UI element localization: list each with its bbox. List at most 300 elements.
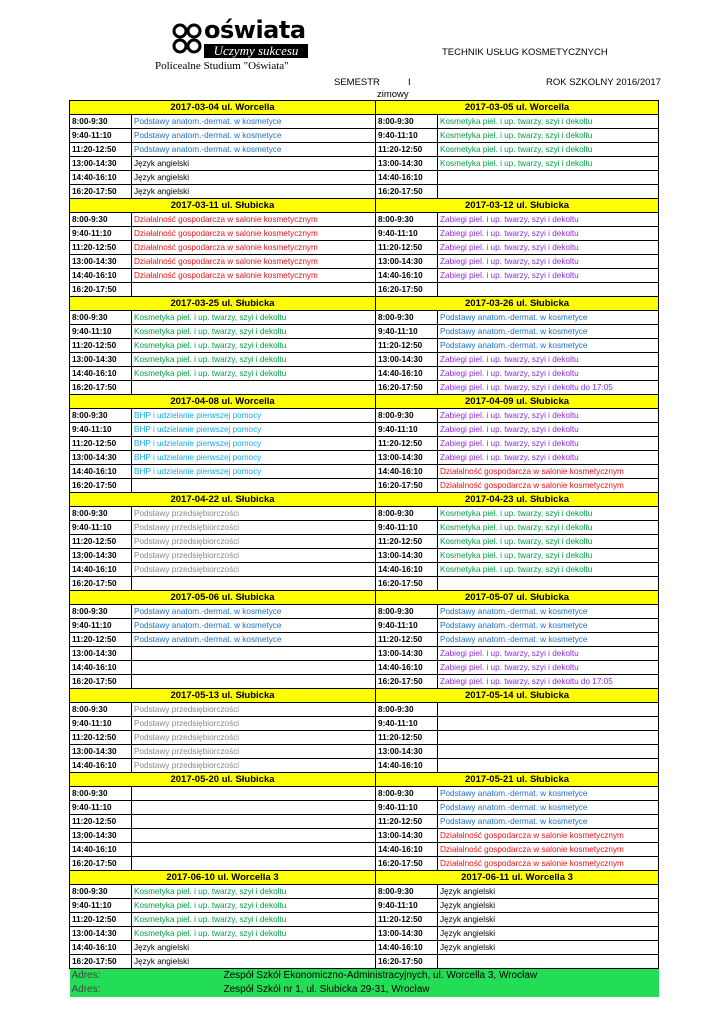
schedule-row: [70, 339, 659, 353]
day-header-left: 2017-04-22 ul. Słubicka: [70, 493, 376, 507]
subject-right: Kosmetyka piel. i up. twarzy, szyi i dekoltu: [438, 157, 659, 171]
semester-value: I: [408, 77, 411, 88]
subject-left: [132, 787, 376, 801]
time-slot-right: 9:40-11:10: [376, 619, 438, 633]
subject-right: Zabiegi piel. i up. twarzy, szyi i dekoltu: [438, 353, 659, 367]
time-slot-left: 16:20-17:50: [70, 577, 132, 591]
schedule-row: [70, 423, 659, 437]
time-slot-left: 11:20-12:50: [70, 241, 132, 255]
subject-left: Podstawy przedsiębiorczości: [132, 759, 376, 773]
schedule-row: [70, 535, 659, 549]
time-slot-right: 11:20-12:50: [376, 535, 438, 549]
date-row: [70, 871, 659, 885]
subject-left: Podstawy przedsiębiorczości: [132, 731, 376, 745]
time-slot-right: 14:40-16:10: [376, 843, 438, 857]
subject-right: [438, 577, 659, 591]
day-header-right: 2017-05-14 ul. Słubicka: [376, 689, 659, 703]
subject-left: [132, 647, 376, 661]
time-slot-left: 8:00-9:30: [70, 703, 132, 717]
schedule-row: [70, 143, 659, 157]
time-slot-left: 14:40-16:10: [70, 465, 132, 479]
day-header-right: 2017-05-21 ul. Słubicka: [376, 773, 659, 787]
time-slot-right: 9:40-11:10: [376, 521, 438, 535]
schedule-table: [69, 100, 659, 997]
subject-right: Kosmetyka piel. i up. twarzy, szyi i dekoltu: [438, 115, 659, 129]
time-slot-right: 13:00-14:30: [376, 745, 438, 759]
time-slot-left: 13:00-14:30: [70, 927, 132, 941]
subject-right: Działalność gospodarcza w salonie kosmetycznym: [438, 829, 659, 843]
time-slot-right: 13:00-14:30: [376, 647, 438, 661]
subject-left: Podstawy przedsiębiorczości: [132, 717, 376, 731]
schedule-row: [70, 619, 659, 633]
schedule-row: [70, 633, 659, 647]
day-header-right: 2017-03-05 ul. Worcella: [376, 101, 659, 115]
date-row: [70, 395, 659, 409]
time-slot-left: 13:00-14:30: [70, 255, 132, 269]
subject-right: Zabiegi piel. i up. twarzy, szyi i dekoltu do 17:05: [438, 381, 659, 395]
schedule-row: [70, 255, 659, 269]
subject-right: Działalność gospodarcza w salonie kosmetycznym: [438, 479, 659, 493]
time-slot-right: 9:40-11:10: [376, 801, 438, 815]
subject-right: Zabiegi piel. i up. twarzy, szyi i dekoltu: [438, 647, 659, 661]
date-row: [70, 493, 659, 507]
subject-right: Działalność gospodarcza w salonie kosmetycznym: [438, 465, 659, 479]
address-text: Zespół Szkół Ekonomiczno-Administracyjnych, ul. Worcella 3, Wrocław: [132, 969, 659, 984]
time-slot-left: 16:20-17:50: [70, 479, 132, 493]
schedule-row: [70, 129, 659, 143]
subject-right: Podstawy anatom.-dermat. w kosmetyce: [438, 325, 659, 339]
date-row: [70, 591, 659, 605]
subject-left: [132, 283, 376, 297]
subject-right: Zabiegi piel. i up. twarzy, szyi i dekoltu: [438, 409, 659, 423]
time-slot-left: 8:00-9:30: [70, 409, 132, 423]
subject-left: Podstawy anatom.-dermat. w kosmetyce: [132, 619, 376, 633]
time-slot-left: 11:20-12:50: [70, 815, 132, 829]
schedule-row: [70, 675, 659, 689]
schedule-row: [70, 465, 659, 479]
semester-type: zimowy: [377, 89, 409, 100]
subject-right: Podstawy anatom.-dermat. w kosmetyce: [438, 801, 659, 815]
time-slot-left: 14:40-16:10: [70, 759, 132, 773]
subject-right: Podstawy anatom.-dermat. w kosmetyce: [438, 787, 659, 801]
time-slot-right: 8:00-9:30: [376, 703, 438, 717]
schedule-row: [70, 787, 659, 801]
schedule-row: [70, 521, 659, 535]
time-slot-left: 8:00-9:30: [70, 115, 132, 129]
subject-right: Język angielski: [438, 941, 659, 955]
day-header-right: 2017-04-23 ul. Słubicka: [376, 493, 659, 507]
subject-right: Podstawy anatom.-dermat. w kosmetyce: [438, 633, 659, 647]
date-row: [70, 773, 659, 787]
schedule-row: [70, 437, 659, 451]
time-slot-right: 11:20-12:50: [376, 339, 438, 353]
subject-left: Kosmetyka piel. i up. twarzy, szyi i dekoltu: [132, 899, 376, 913]
subject-right: Zabiegi piel. i up. twarzy, szyi i dekoltu: [438, 241, 659, 255]
subject-left: Kosmetyka piel. i up. twarzy, szyi i dekoltu: [132, 913, 376, 927]
subject-right: Podstawy anatom.-dermat. w kosmetyce: [438, 339, 659, 353]
schedule-row: [70, 353, 659, 367]
time-slot-right: 11:20-12:50: [376, 633, 438, 647]
time-slot-left: 9:40-11:10: [70, 717, 132, 731]
subject-right: Zabiegi piel. i up. twarzy, szyi i dekoltu: [438, 367, 659, 381]
time-slot-right: 9:40-11:10: [376, 129, 438, 143]
time-slot-left: 11:20-12:50: [70, 437, 132, 451]
subject-left: Kosmetyka piel. i up. twarzy, szyi i dekoltu: [132, 339, 376, 353]
time-slot-left: 14:40-16:10: [70, 661, 132, 675]
time-slot-left: 9:40-11:10: [70, 619, 132, 633]
school-name: Policealne Studium "Oświata": [155, 60, 289, 72]
time-slot-right: 14:40-16:10: [376, 563, 438, 577]
subject-right: [438, 759, 659, 773]
subject-left: [132, 661, 376, 675]
time-slot-left: 13:00-14:30: [70, 157, 132, 171]
subject-right: [438, 731, 659, 745]
schedule-row: [70, 367, 659, 381]
subject-right: Zabiegi piel. i up. twarzy, szyi i dekoltu: [438, 423, 659, 437]
subject-right: Zabiegi piel. i up. twarzy, szyi i dekoltu: [438, 451, 659, 465]
subject-left: BHP i udzielanie pierwszej pomocy: [132, 451, 376, 465]
day-header-left: 2017-03-11 ul. Słubicka: [70, 199, 376, 213]
schedule-row: [70, 549, 659, 563]
time-slot-left: 11:20-12:50: [70, 913, 132, 927]
time-slot-left: 8:00-9:30: [70, 311, 132, 325]
subject-left: BHP i udzielanie pierwszej pomocy: [132, 409, 376, 423]
schedule-row: [70, 843, 659, 857]
time-slot-right: 8:00-9:30: [376, 115, 438, 129]
subject-right: Kosmetyka piel. i up. twarzy, szyi i dekoltu: [438, 549, 659, 563]
time-slot-left: 8:00-9:30: [70, 787, 132, 801]
schedule-row: [70, 563, 659, 577]
day-header-left: 2017-04-08 ul. Worcella: [70, 395, 376, 409]
subject-right: [438, 745, 659, 759]
time-slot-left: 13:00-14:30: [70, 745, 132, 759]
schedule-row: [70, 451, 659, 465]
time-slot-right: 16:20-17:50: [376, 857, 438, 871]
address-row: [70, 983, 659, 997]
subject-right: [438, 283, 659, 297]
schedule-row: [70, 185, 659, 199]
schedule-row: [70, 409, 659, 423]
subject-left: Podstawy przedsiębiorczości: [132, 703, 376, 717]
subject-left: Podstawy anatom.-dermat. w kosmetyce: [132, 143, 376, 157]
subject-left: Język angielski: [132, 185, 376, 199]
time-slot-left: 9:40-11:10: [70, 129, 132, 143]
time-slot-right: 9:40-11:10: [376, 227, 438, 241]
subject-right: Kosmetyka piel. i up. twarzy, szyi i dekoltu: [438, 507, 659, 521]
subject-left: Podstawy anatom.-dermat. w kosmetyce: [132, 115, 376, 129]
subject-left: Działalność gospodarcza w salonie kosmetycznym: [132, 269, 376, 283]
schedule-row: [70, 171, 659, 185]
schedule-row: [70, 269, 659, 283]
time-slot-right: 13:00-14:30: [376, 927, 438, 941]
subject-left: [132, 479, 376, 493]
schedule-row: [70, 213, 659, 227]
school-logo: [170, 18, 305, 60]
subject-left: [132, 675, 376, 689]
subject-right: [438, 717, 659, 731]
subject-left: Działalność gospodarcza w salonie kosmetycznym: [132, 255, 376, 269]
time-slot-right: 16:20-17:50: [376, 955, 438, 969]
time-slot-right: 9:40-11:10: [376, 325, 438, 339]
subject-right: Język angielski: [438, 885, 659, 899]
time-slot-left: 14:40-16:10: [70, 843, 132, 857]
schedule-row: [70, 815, 659, 829]
time-slot-left: 14:40-16:10: [70, 563, 132, 577]
schedule-row: [70, 507, 659, 521]
schedule-row: [70, 241, 659, 255]
time-slot-right: 11:20-12:50: [376, 731, 438, 745]
time-slot-right: 9:40-11:10: [376, 899, 438, 913]
subject-left: [132, 577, 376, 591]
day-header-right: 2017-06-11 ul. Worcella 3: [376, 871, 659, 885]
time-slot-left: 11:20-12:50: [70, 143, 132, 157]
subject-left: Kosmetyka piel. i up. twarzy, szyi i dekoltu: [132, 885, 376, 899]
semester-label: SEMESTR: [334, 77, 380, 88]
schedule-row: [70, 717, 659, 731]
time-slot-left: 13:00-14:30: [70, 549, 132, 563]
time-slot-right: 13:00-14:30: [376, 353, 438, 367]
time-slot-left: 16:20-17:50: [70, 857, 132, 871]
subject-right: Kosmetyka piel. i up. twarzy, szyi i dekoltu: [438, 563, 659, 577]
date-row: [70, 689, 659, 703]
schedule-row: [70, 647, 659, 661]
subject-right: [438, 703, 659, 717]
time-slot-right: 14:40-16:10: [376, 465, 438, 479]
logo-tagline: Uczymy sukcesu: [204, 44, 308, 58]
time-slot-right: 11:20-12:50: [376, 815, 438, 829]
time-slot-left: 8:00-9:30: [70, 605, 132, 619]
time-slot-left: 14:40-16:10: [70, 367, 132, 381]
program-title: TECHNIK USŁUG KOSMETYCZNYCH: [442, 47, 608, 58]
time-slot-left: 9:40-11:10: [70, 423, 132, 437]
subject-left: Język angielski: [132, 157, 376, 171]
schedule-row: [70, 703, 659, 717]
time-slot-left: 13:00-14:30: [70, 353, 132, 367]
subject-left: Działalność gospodarcza w salonie kosmetycznym: [132, 227, 376, 241]
time-slot-left: 9:40-11:10: [70, 325, 132, 339]
time-slot-right: 11:20-12:50: [376, 143, 438, 157]
day-header-left: 2017-05-13 ul. Słubicka: [70, 689, 376, 703]
time-slot-left: 11:20-12:50: [70, 633, 132, 647]
time-slot-right: 14:40-16:10: [376, 367, 438, 381]
subject-left: [132, 801, 376, 815]
subject-right: Język angielski: [438, 899, 659, 913]
time-slot-right: 11:20-12:50: [376, 241, 438, 255]
school-year: ROK SZKOLNY 2016/2017: [546, 77, 661, 88]
time-slot-left: 16:20-17:50: [70, 955, 132, 969]
time-slot-right: 9:40-11:10: [376, 423, 438, 437]
subject-right: Język angielski: [438, 913, 659, 927]
schedule-row: [70, 731, 659, 745]
schedule-row: [70, 115, 659, 129]
time-slot-right: 16:20-17:50: [376, 381, 438, 395]
subject-right: Podstawy anatom.-dermat. w kosmetyce: [438, 311, 659, 325]
time-slot-right: 11:20-12:50: [376, 913, 438, 927]
subject-left: Język angielski: [132, 171, 376, 185]
subject-right: Zabiegi piel. i up. twarzy, szyi i dekoltu: [438, 437, 659, 451]
date-row: [70, 199, 659, 213]
time-slot-left: 16:20-17:50: [70, 381, 132, 395]
subject-left: Działalność gospodarcza w salonie kosmetycznym: [132, 213, 376, 227]
subject-right: [438, 185, 659, 199]
time-slot-left: 8:00-9:30: [70, 507, 132, 521]
time-slot-left: 13:00-14:30: [70, 829, 132, 843]
day-header-left: 2017-03-25 ul. Słubicka: [70, 297, 376, 311]
subject-left: Język angielski: [132, 941, 376, 955]
time-slot-right: 8:00-9:30: [376, 409, 438, 423]
subject-left: BHP i udzielanie pierwszej pomocy: [132, 437, 376, 451]
time-slot-right: 14:40-16:10: [376, 941, 438, 955]
schedule-row: [70, 759, 659, 773]
schedule-body: [70, 101, 659, 998]
day-header-right: 2017-03-26 ul. Słubicka: [376, 297, 659, 311]
subject-right: Język angielski: [438, 927, 659, 941]
schedule-row: [70, 605, 659, 619]
subject-left: Podstawy przedsiębiorczości: [132, 535, 376, 549]
day-header-right: 2017-03-12 ul. Słubicka: [376, 199, 659, 213]
time-slot-right: 11:20-12:50: [376, 437, 438, 451]
subject-right: Kosmetyka piel. i up. twarzy, szyi i dekoltu: [438, 129, 659, 143]
time-slot-left: 14:40-16:10: [70, 941, 132, 955]
time-slot-right: 13:00-14:30: [376, 451, 438, 465]
subject-right: Zabiegi piel. i up. twarzy, szyi i dekoltu do 17:05: [438, 675, 659, 689]
time-slot-left: 16:20-17:50: [70, 283, 132, 297]
schedule-row: [70, 577, 659, 591]
date-row: [70, 101, 659, 115]
address-label: Adres:: [70, 983, 132, 997]
day-header-left: 2017-05-20 ul. Słubicka: [70, 773, 376, 787]
subject-left: Podstawy przedsiębiorczości: [132, 745, 376, 759]
time-slot-left: 11:20-12:50: [70, 339, 132, 353]
schedule-row: [70, 927, 659, 941]
time-slot-left: 8:00-9:30: [70, 885, 132, 899]
day-header-left: 2017-06-10 ul. Worcella 3: [70, 871, 376, 885]
time-slot-right: 8:00-9:30: [376, 605, 438, 619]
schedule-row: [70, 227, 659, 241]
subject-right: Zabiegi piel. i up. twarzy, szyi i dekoltu: [438, 213, 659, 227]
subject-right: [438, 171, 659, 185]
time-slot-right: 16:20-17:50: [376, 577, 438, 591]
time-slot-right: 9:40-11:10: [376, 717, 438, 731]
subject-right: Działalność gospodarcza w salonie kosmetycznym: [438, 843, 659, 857]
schedule-row: [70, 829, 659, 843]
schedule-row: [70, 955, 659, 969]
time-slot-left: 16:20-17:50: [70, 185, 132, 199]
subject-left: Podstawy przedsiębiorczości: [132, 563, 376, 577]
subject-right: [438, 955, 659, 969]
subject-right: Kosmetyka piel. i up. twarzy, szyi i dekoltu: [438, 521, 659, 535]
schedule-row: [70, 283, 659, 297]
subject-left: [132, 843, 376, 857]
subject-left: Kosmetyka piel. i up. twarzy, szyi i dekoltu: [132, 927, 376, 941]
subject-left: [132, 381, 376, 395]
time-slot-right: 16:20-17:50: [376, 675, 438, 689]
subject-left: Podstawy przedsiębiorczości: [132, 549, 376, 563]
time-slot-right: 13:00-14:30: [376, 829, 438, 843]
subject-left: [132, 815, 376, 829]
time-slot-right: 14:40-16:10: [376, 661, 438, 675]
subject-left: [132, 857, 376, 871]
time-slot-left: 13:00-14:30: [70, 647, 132, 661]
day-header-left: 2017-03-04 ul. Worcella: [70, 101, 376, 115]
subject-left: Kosmetyka piel. i up. twarzy, szyi i dekoltu: [132, 353, 376, 367]
schedule-row: [70, 885, 659, 899]
time-slot-right: 13:00-14:30: [376, 549, 438, 563]
day-header-right: 2017-05-07 ul. Słubicka: [376, 591, 659, 605]
schedule-row: [70, 913, 659, 927]
schedule-row: [70, 899, 659, 913]
time-slot-right: 13:00-14:30: [376, 255, 438, 269]
subject-left: BHP i udzielanie pierwszej pomocy: [132, 423, 376, 437]
time-slot-left: 16:20-17:50: [70, 675, 132, 689]
time-slot-left: 14:40-16:10: [70, 171, 132, 185]
glasses-logo-icon: [172, 20, 202, 56]
time-slot-left: 14:40-16:10: [70, 269, 132, 283]
subject-left: Podstawy anatom.-dermat. w kosmetyce: [132, 633, 376, 647]
address-row: [70, 969, 659, 984]
address-label: Adres:: [70, 969, 132, 984]
subject-right: Podstawy anatom.-dermat. w kosmetyce: [438, 605, 659, 619]
subject-right: Działalność gospodarcza w salonie kosmetycznym: [438, 857, 659, 871]
subject-right: Zabiegi piel. i up. twarzy, szyi i dekoltu: [438, 255, 659, 269]
time-slot-left: 9:40-11:10: [70, 521, 132, 535]
subject-right: Podstawy anatom.-dermat. w kosmetyce: [438, 619, 659, 633]
time-slot-right: 8:00-9:30: [376, 507, 438, 521]
time-slot-right: 14:40-16:10: [376, 759, 438, 773]
schedule-row: [70, 311, 659, 325]
subject-right: Zabiegi piel. i up. twarzy, szyi i dekoltu: [438, 227, 659, 241]
time-slot-left: 11:20-12:50: [70, 731, 132, 745]
time-slot-right: 8:00-9:30: [376, 787, 438, 801]
subject-left: Podstawy przedsiębiorczości: [132, 507, 376, 521]
schedule-row: [70, 661, 659, 675]
time-slot-right: 16:20-17:50: [376, 185, 438, 199]
day-header-left: 2017-05-06 ul. Słubicka: [70, 591, 376, 605]
subject-left: BHP i udzielanie pierwszej pomocy: [132, 465, 376, 479]
date-row: [70, 297, 659, 311]
schedule-row: [70, 381, 659, 395]
subject-left: Działalność gospodarcza w salonie kosmetycznym: [132, 241, 376, 255]
time-slot-right: 16:20-17:50: [376, 479, 438, 493]
time-slot-right: 14:40-16:10: [376, 171, 438, 185]
time-slot-right: 16:20-17:50: [376, 283, 438, 297]
schedule-row: [70, 941, 659, 955]
time-slot-left: 11:20-12:50: [70, 535, 132, 549]
address-text: Zespół Szkół nr 1, ul. Słubicka 29-31, Wrocław: [132, 983, 659, 997]
schedule-row: [70, 857, 659, 871]
time-slot-right: 14:40-16:10: [376, 269, 438, 283]
subject-right: Zabiegi piel. i up. twarzy, szyi i dekoltu: [438, 269, 659, 283]
time-slot-left: 9:40-11:10: [70, 227, 132, 241]
schedule-row: [70, 745, 659, 759]
time-slot-left: 8:00-9:30: [70, 213, 132, 227]
subject-left: Język angielski: [132, 955, 376, 969]
schedule-row: [70, 325, 659, 339]
subject-right: Podstawy anatom.-dermat. w kosmetyce: [438, 815, 659, 829]
subject-left: Kosmetyka piel. i up. twarzy, szyi i dekoltu: [132, 311, 376, 325]
time-slot-left: 9:40-11:10: [70, 801, 132, 815]
time-slot-left: 13:00-14:30: [70, 451, 132, 465]
logo-name: oświata: [204, 16, 306, 44]
subject-right: Zabiegi piel. i up. twarzy, szyi i dekoltu: [438, 661, 659, 675]
time-slot-right: 8:00-9:30: [376, 311, 438, 325]
subject-left: Podstawy przedsiębiorczości: [132, 521, 376, 535]
subject-left: Podstawy anatom.-dermat. w kosmetyce: [132, 129, 376, 143]
subject-left: Kosmetyka piel. i up. twarzy, szyi i dekoltu: [132, 367, 376, 381]
schedule-row: [70, 801, 659, 815]
schedule-row: [70, 157, 659, 171]
subject-right: Kosmetyka piel. i up. twarzy, szyi i dekoltu: [438, 143, 659, 157]
